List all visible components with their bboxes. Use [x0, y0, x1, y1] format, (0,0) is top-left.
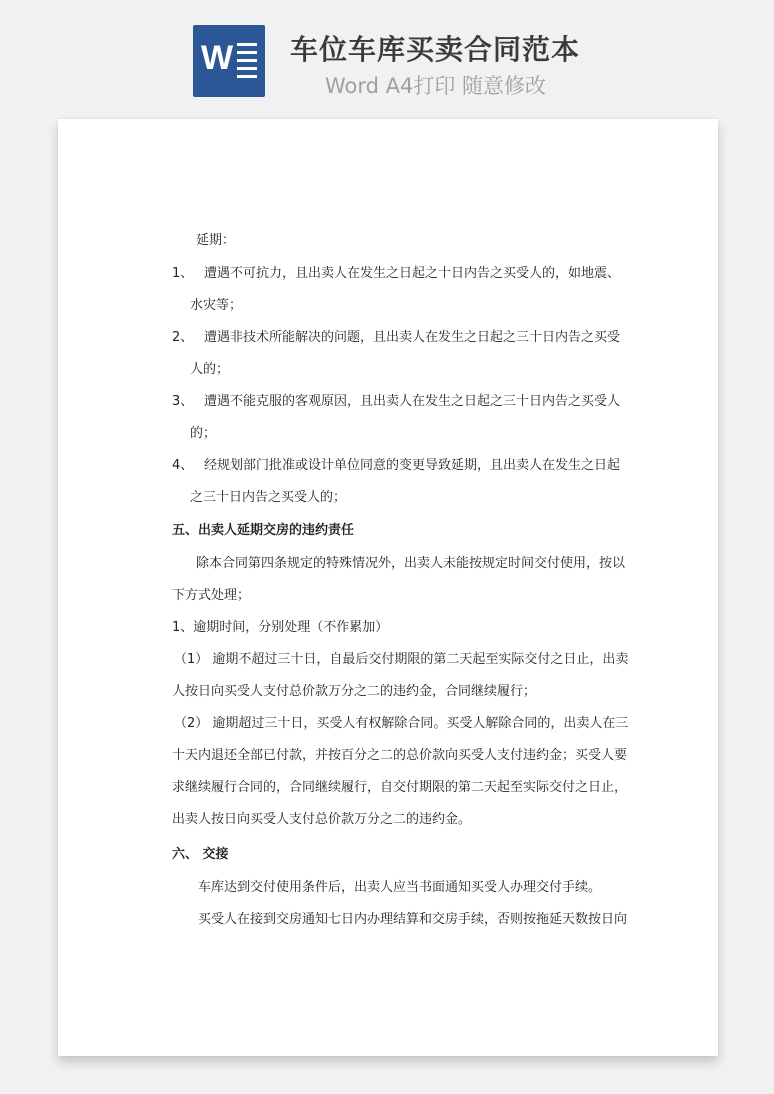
list-number: 2、	[172, 330, 194, 345]
list-number: 3、	[172, 394, 194, 409]
text-line: 下方式处理；	[172, 588, 251, 603]
word-icon	[193, 25, 265, 97]
document-subtitle: Word A4打印 随意修改	[325, 74, 547, 98]
word-icon-lines	[237, 43, 257, 83]
list-number: 4、	[172, 458, 194, 473]
text-line: 1、逾期时间，分别处理（不作累加）	[172, 620, 389, 635]
word-icon-letter: W	[201, 39, 234, 77]
text-line: 车库达到交付使用条件后，出卖人应当书面通知买受人办理交付手续。	[198, 880, 602, 895]
text-line: 出卖人按日向买受人支付总价款万分之二的违约金。	[172, 812, 472, 827]
text-line: 人按日向买受人支付总价款万分之二的违约金，合同继续履行；	[172, 684, 537, 699]
text-line: 延期：	[196, 233, 236, 248]
list-number: 1、	[172, 266, 194, 281]
text-line: 经规划部门批准或设计单位同意的变更导致延期，且出卖人在发生之日起	[204, 458, 621, 473]
text-line: 十天内退还全部已付款，并按百分之二的总价款向买受人支付违约金；买受人要	[172, 748, 628, 763]
text-line: 遭遇非技术所能解决的问题，且出卖人在发生之日起之三十日内告之买受	[204, 330, 621, 345]
text-line: 人的；	[190, 362, 230, 377]
text-line: 的；	[190, 426, 217, 441]
section-heading: 六、 交接	[172, 847, 229, 862]
text-line: 遭遇不可抗力，且出卖人在发生之日起之十日内告之买受人的，如地震、	[204, 266, 621, 281]
text-line: 水灾等；	[190, 298, 243, 313]
document-title: 车位车库买卖合同范本	[290, 33, 581, 66]
document-page	[58, 119, 718, 1056]
text-line: 买受人在接到交房通知七日内办理结算和交房手续，否则按拖延天数按日向	[198, 912, 628, 927]
section-heading: 五、出卖人延期交房的违约责任	[172, 523, 355, 538]
text-line: 遭遇不能克服的客观原因，且出卖人在发生之日起之三十日内告之买受人	[204, 394, 621, 409]
text-line: 之三十日内告之买受人的；	[190, 490, 347, 505]
page-header	[0, 0, 774, 118]
text-line: （1） 逾期不超过三十日，自最后交付期限的第二天起至实际交付之日止，出卖	[174, 652, 629, 667]
text-line: 求继续履行合同的，合同继续履行，自交付期限的第二天起至实际交付之日止，	[172, 780, 628, 795]
text-line: （2） 逾期超过三十日，买受人有权解除合同。买受人解除合同的，出卖人在三	[174, 716, 629, 731]
text-line: 除本合同第四条规定的特殊情况外，出卖人未能按规定时间交付使用，按以	[196, 556, 626, 571]
